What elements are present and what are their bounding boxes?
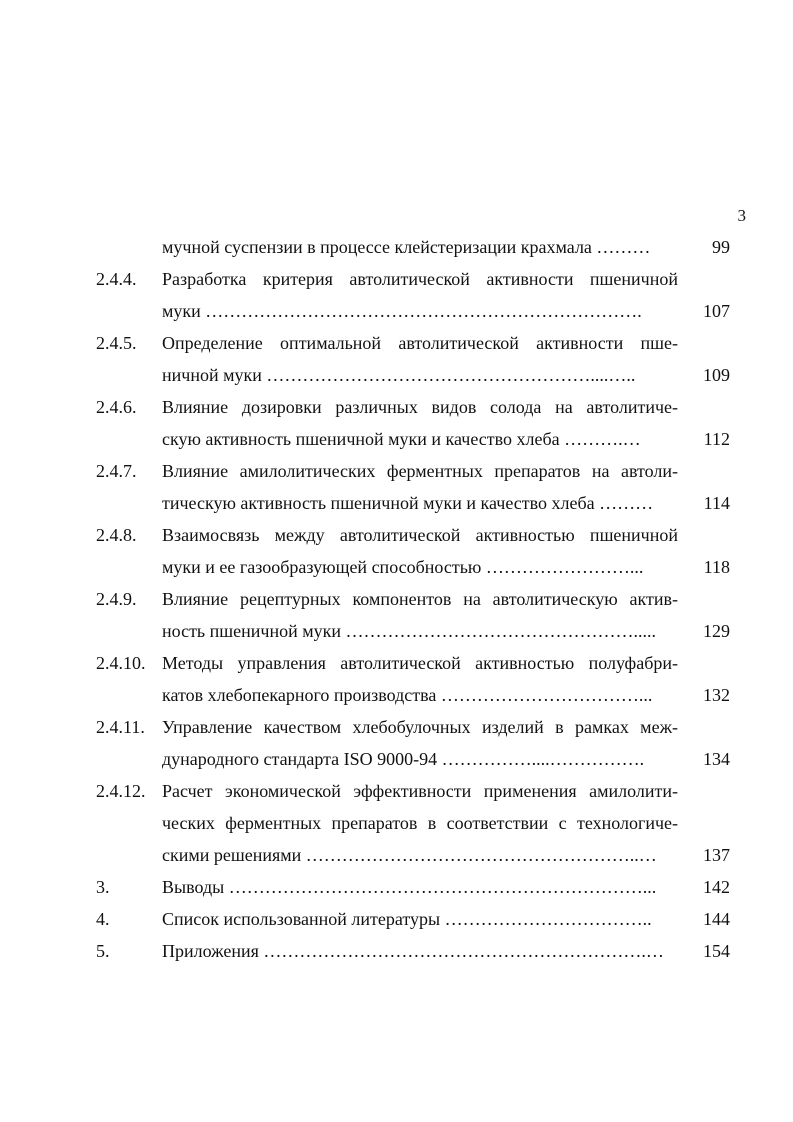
toc-entry-number: 3. (96, 877, 110, 897)
toc-entry (0, 455, 793, 487)
toc-entry-title: Влияние амилолитических ферментных препаратов на автоли- (162, 461, 678, 481)
toc-entry-title: ность пшеничной муки …………………………………………..... (162, 621, 656, 641)
toc-entry-page: 118 (703, 557, 730, 577)
toc-entry-number: 5. (96, 941, 110, 961)
toc-entry-title: муки ………………………………………………………………. (162, 301, 642, 321)
toc-entry-number: 2.4.8. (96, 525, 137, 545)
toc-entry-title: скими решениями ………………………………………………..… (162, 845, 657, 865)
toc-entry (0, 583, 793, 615)
toc-entry-continuation (0, 295, 793, 327)
toc-entry-number: 2.4.10. (96, 653, 146, 673)
toc-entry-number: 2.4.9. (96, 589, 137, 609)
toc-entry (0, 775, 793, 807)
toc-entry-continuation (0, 359, 793, 391)
toc-entry-title: Определение оптимальной автолитической активности пше- (162, 333, 678, 353)
toc-entry-page: 144 (703, 909, 730, 929)
toc-entry-number: 2.4.5. (96, 333, 137, 353)
toc-entry-continuation (0, 743, 793, 775)
page-number: 3 (737, 206, 746, 225)
toc-entry-title: Разработка критерия автолитической активности пшеничной (162, 269, 678, 289)
toc-entry-number: 2.4.7. (96, 461, 137, 481)
toc-entry-page: 132 (703, 685, 730, 705)
toc-entry-page: 142 (703, 877, 730, 897)
toc-entry-page: 137 (703, 845, 730, 865)
toc-entry-title: ческих ферментных препаратов в соответствии с технологиче- (162, 813, 678, 833)
toc-entry (0, 263, 793, 295)
toc-entry-page: 99 (712, 237, 730, 257)
toc-entry-page: 109 (703, 365, 730, 385)
toc-entry-title: тическую активность пшеничной муки и качество хлеба ……… (162, 493, 654, 513)
toc-entry-continuation (0, 615, 793, 647)
toc-entry-continuation (0, 679, 793, 711)
toc-entry-number: 2.4.11. (96, 717, 145, 737)
toc-entry-title: Расчет экономической эффективности применения амилолити- (162, 781, 678, 801)
toc-entry-page: 129 (703, 621, 730, 641)
toc-entry (0, 647, 793, 679)
toc-entry-title: Приложения ……………………………………………………….… (162, 941, 664, 961)
toc-entry (0, 519, 793, 551)
toc-entry (0, 903, 793, 935)
toc-entry-number: 4. (96, 909, 110, 929)
toc-entry-title: катов хлебопекарного производства ……………………………... (162, 685, 653, 705)
toc-entry-number: 2.4.6. (96, 397, 137, 417)
toc-entry-continuation (0, 551, 793, 583)
toc-entry-number: 2.4.12. (96, 781, 146, 801)
toc-entry (0, 327, 793, 359)
toc-entry-title: муки и ее газообразующей способностью ……………………... (162, 557, 644, 577)
toc-entry-continuation (0, 807, 793, 839)
toc-entry-continuation (0, 423, 793, 455)
toc-entry-title: Взаимосвязь между автолитической активностью пшеничной (162, 525, 678, 545)
toc-entry-title: дународного стандарта ISO 9000-94 ……………....……………. (162, 749, 645, 769)
toc-entry (0, 711, 793, 743)
toc-entry-title: Управление качеством хлебобулочных изделий в рамках меж- (162, 717, 678, 737)
toc-entry-title: Выводы ……………………………………………………………... (162, 877, 657, 897)
toc-entry (0, 231, 793, 263)
toc-entry-number: 2.4.4. (96, 269, 137, 289)
toc-entry-title: мучной суспензии в процессе клейстеризации крахмала ……… (162, 237, 651, 257)
toc-entry (0, 871, 793, 903)
toc-entry-title: Список использованной литературы …………………………….. (162, 909, 652, 929)
toc-entry-page: 154 (703, 941, 730, 961)
toc-entry-page: 112 (703, 429, 730, 449)
toc-entry (0, 935, 793, 967)
toc-entry-continuation (0, 839, 793, 871)
toc-entry-title: Методы управления автолитической активностью полуфабри- (162, 653, 678, 673)
toc-entry-title: Влияние рецептурных компонентов на автолитическую актив- (162, 589, 678, 609)
toc-entry-title: скую активность пшеничной муки и качество хлеба ……….… (162, 429, 641, 449)
table-of-contents (0, 231, 793, 967)
toc-entry-page: 107 (703, 301, 730, 321)
toc-entry-page: 114 (703, 493, 730, 513)
toc-entry-page: 134 (703, 749, 730, 769)
toc-entry (0, 391, 793, 423)
toc-entry-title: Влияние дозировки различных видов солода на автолитиче- (162, 397, 678, 417)
toc-entry-continuation (0, 487, 793, 519)
toc-entry-title: ничной муки ………………………………………………....….. (162, 365, 636, 385)
